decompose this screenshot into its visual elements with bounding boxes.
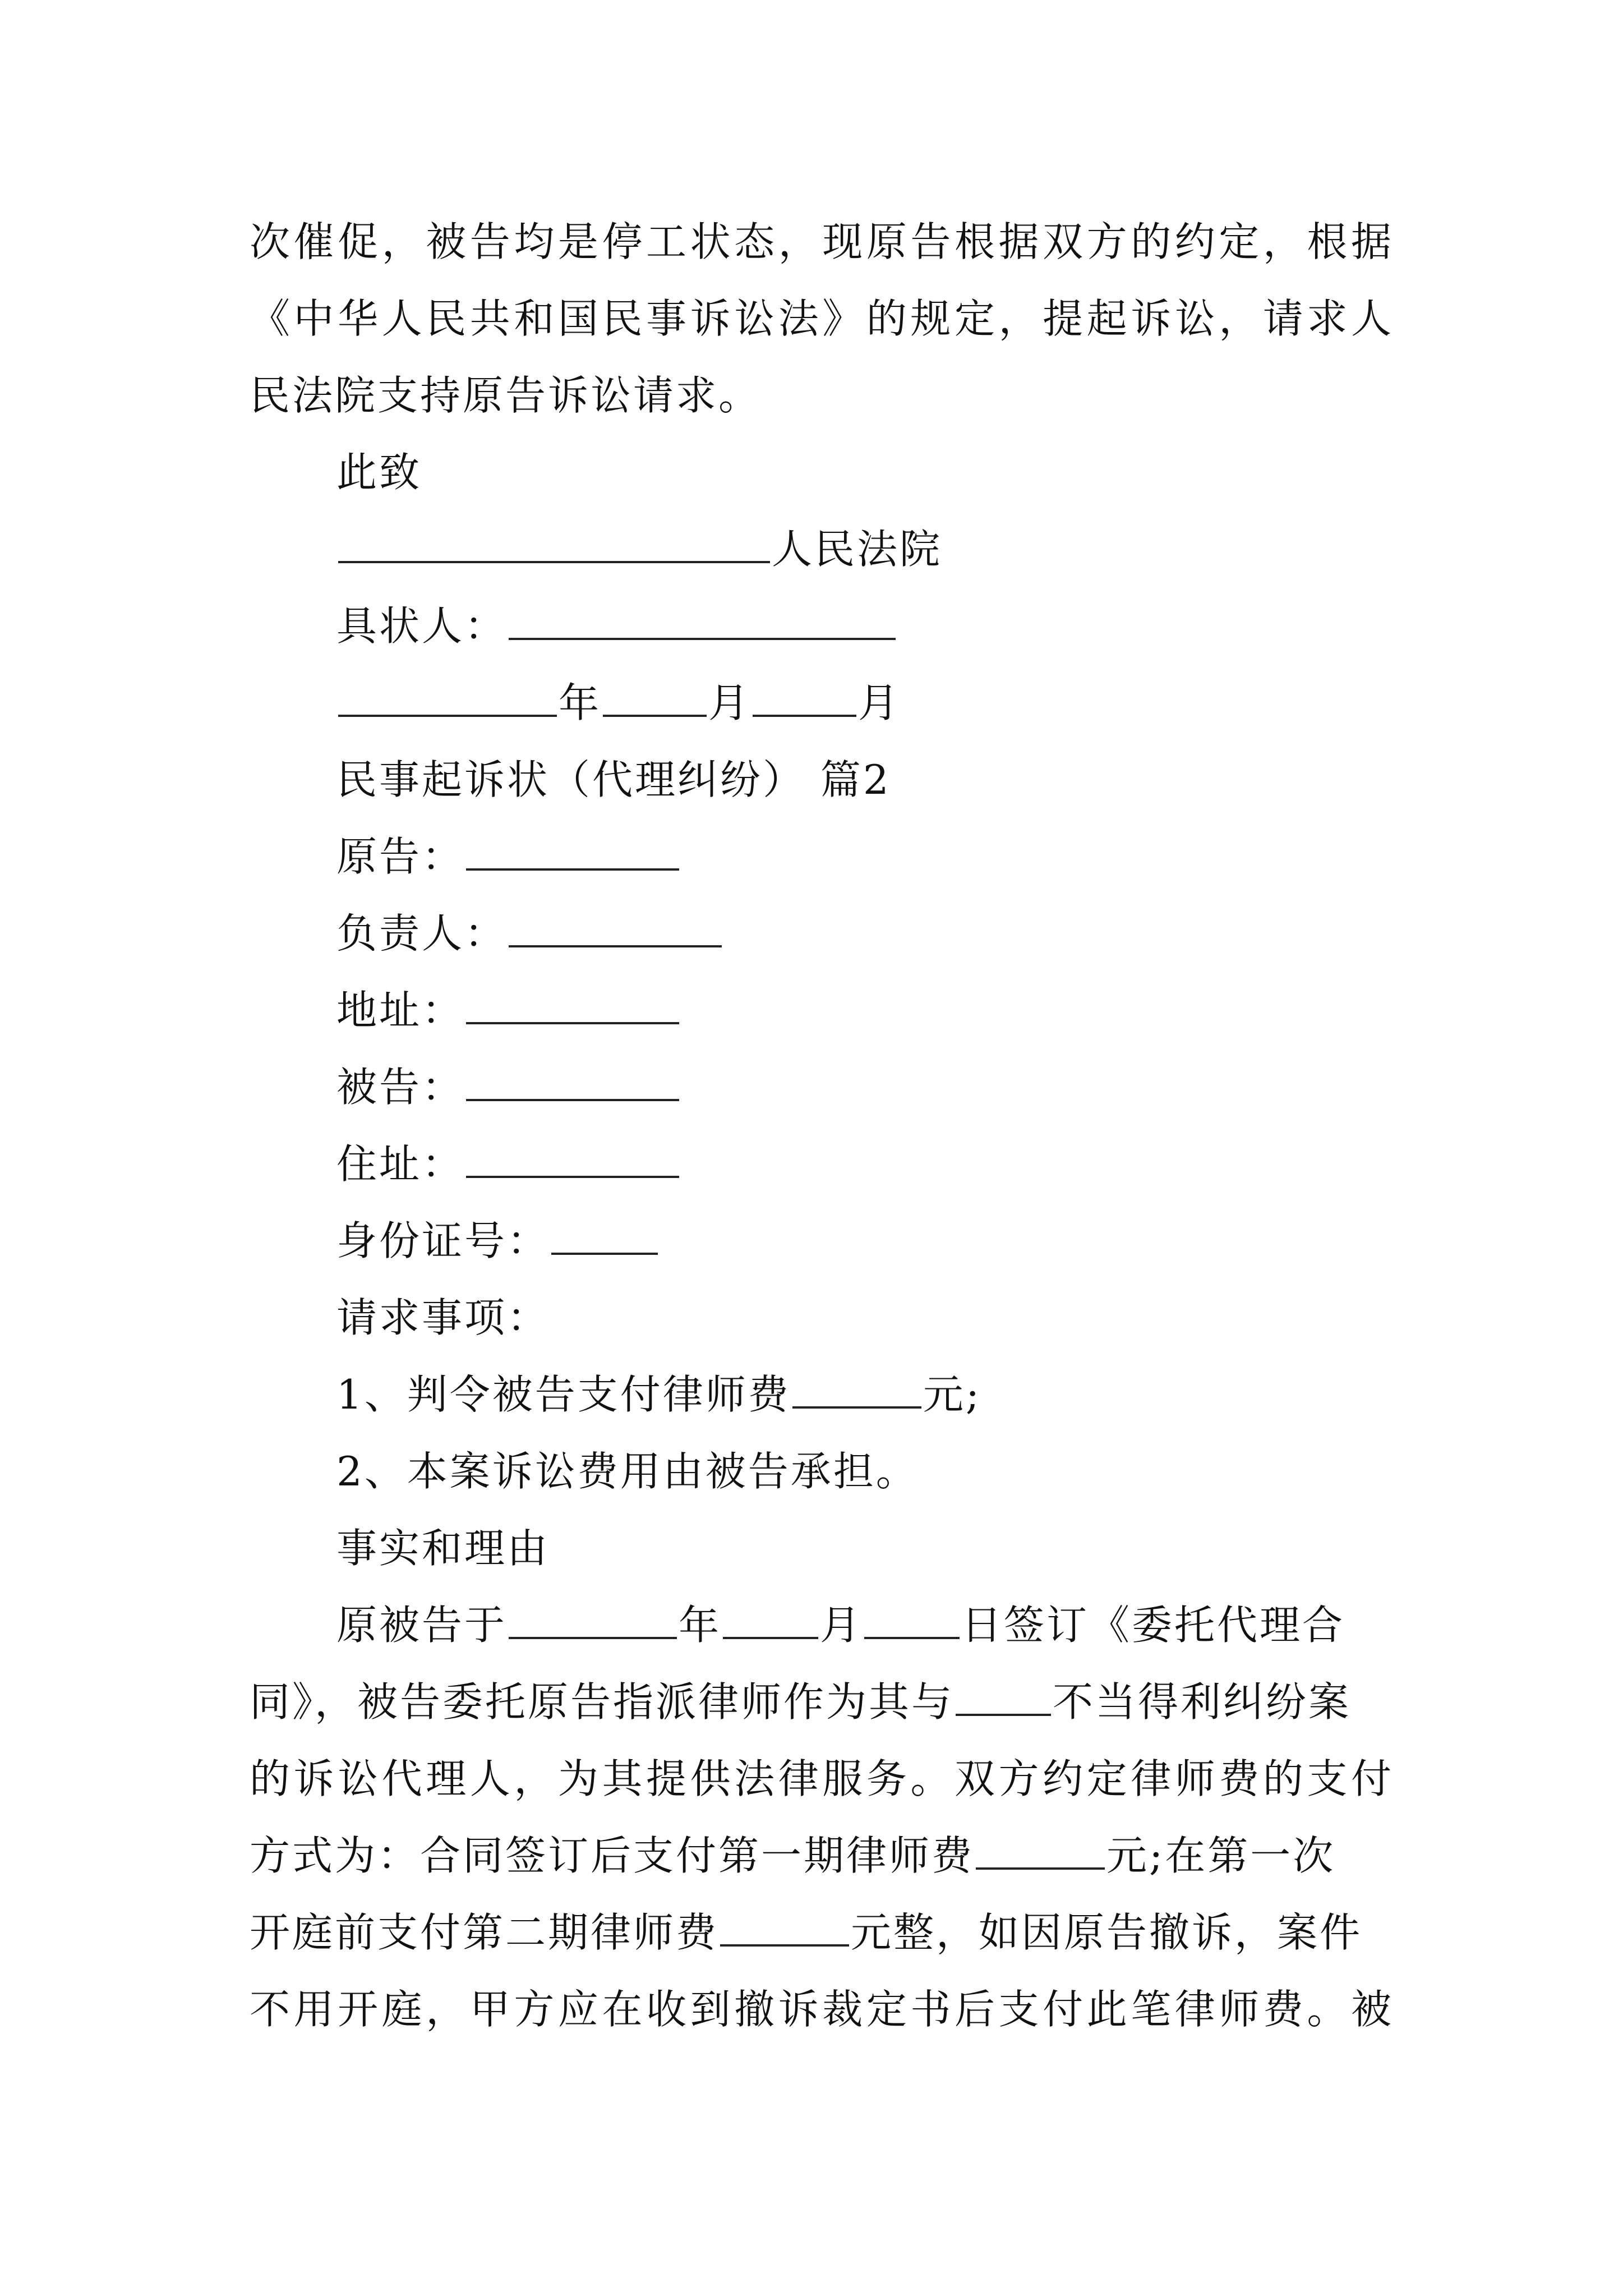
field-label: 身份证号： <box>336 1217 550 1264</box>
blank-line <box>551 1220 658 1255</box>
blank-line <box>509 913 722 947</box>
text-run: 原被告于 <box>336 1602 508 1649</box>
blank-line <box>956 1681 1051 1716</box>
paragraph-line: 民法院支持原告诉讼请求。 <box>250 372 762 419</box>
claim-text: 元; <box>923 1371 982 1418</box>
field-label: 负责人： <box>336 910 508 957</box>
text-run: 元;在第一次 <box>1106 1832 1336 1879</box>
blank-line <box>864 1604 960 1639</box>
paragraph-line <box>250 1664 1394 1741</box>
paragraph-line: 不用开庭，甲方应在收到撤诉裁定书后支付此笔律师费。被 <box>250 1986 1394 2033</box>
blank-line <box>466 836 679 871</box>
blank-line <box>338 682 557 717</box>
text-run: 不当得利纠纷案 <box>1053 1678 1352 1726</box>
facts-heading: 事实和理由 <box>336 1525 550 1572</box>
date-day-label: 月 <box>858 679 901 726</box>
court-line <box>336 511 1481 588</box>
paragraph-line: 《中华人民共和国民事诉讼法》的规定，提起诉讼，请求人 <box>250 295 1394 342</box>
text-run: 元整，如因原告撤诉，案件 <box>851 1909 1363 1956</box>
blank-line <box>338 528 770 563</box>
text-run: 日签订《委托代理合 <box>961 1602 1345 1649</box>
blank-line <box>723 1604 818 1639</box>
salutation: 此致 <box>336 449 422 496</box>
paragraph-line <box>250 1894 1394 1971</box>
date-line <box>336 665 1481 742</box>
blank-line <box>720 1912 849 1947</box>
paragraph-line <box>250 1818 1394 1894</box>
blank-line <box>753 682 856 717</box>
blank-line <box>509 1604 677 1639</box>
field-label: 地址： <box>336 987 465 1034</box>
field-address <box>336 972 1481 1049</box>
field-residence <box>336 1126 1481 1203</box>
text-run: 年 <box>679 1602 722 1649</box>
blank-line <box>509 605 896 640</box>
field-label: 原告： <box>336 833 465 880</box>
blank-line <box>976 1835 1105 1870</box>
field-responsible-person <box>336 895 1481 972</box>
blank-line <box>466 1066 679 1101</box>
blank-line <box>466 1143 679 1178</box>
text-run: 方式为：合同签订后支付第一期律师费 <box>250 1832 975 1879</box>
field-label: 住址： <box>336 1140 465 1188</box>
court-label: 人民法院 <box>772 526 943 573</box>
blank-line <box>466 990 679 1024</box>
date-year-label: 年 <box>559 679 602 726</box>
paragraph-line <box>336 1587 1394 1664</box>
date-month-label: 月 <box>708 679 751 726</box>
text-run: 同》，被告委托原告指派律师作为其与 <box>250 1678 955 1726</box>
claim-item <box>336 1356 1481 1433</box>
blank-line <box>792 1374 921 1409</box>
claim-text: 1、判令被告支付律师费 <box>336 1371 791 1418</box>
text-run: 开庭前支付第二期律师费 <box>250 1909 719 1956</box>
signer-line <box>336 588 1481 665</box>
paragraph-line: 的诉讼代理人，为其提供法律服务。双方约定律师费的支付 <box>250 1755 1394 1802</box>
field-plaintiff <box>336 818 1481 895</box>
field-id-number <box>336 1203 1481 1280</box>
paragraph-line: 次催促，被告均是停工状态，现原告根据双方的约定，根据 <box>250 218 1394 265</box>
claim-item: 2、本案诉讼费用由被告承担。 <box>336 1448 919 1495</box>
section-heading: 民事起诉状（代理纠纷） 篇2 <box>336 756 891 803</box>
blank-line <box>603 682 707 717</box>
signer-label: 具状人： <box>336 602 508 650</box>
field-label: 被告： <box>336 1064 465 1111</box>
claims-heading: 请求事项： <box>336 1294 550 1341</box>
text-run: 月 <box>820 1602 863 1649</box>
field-defendant <box>336 1049 1481 1126</box>
